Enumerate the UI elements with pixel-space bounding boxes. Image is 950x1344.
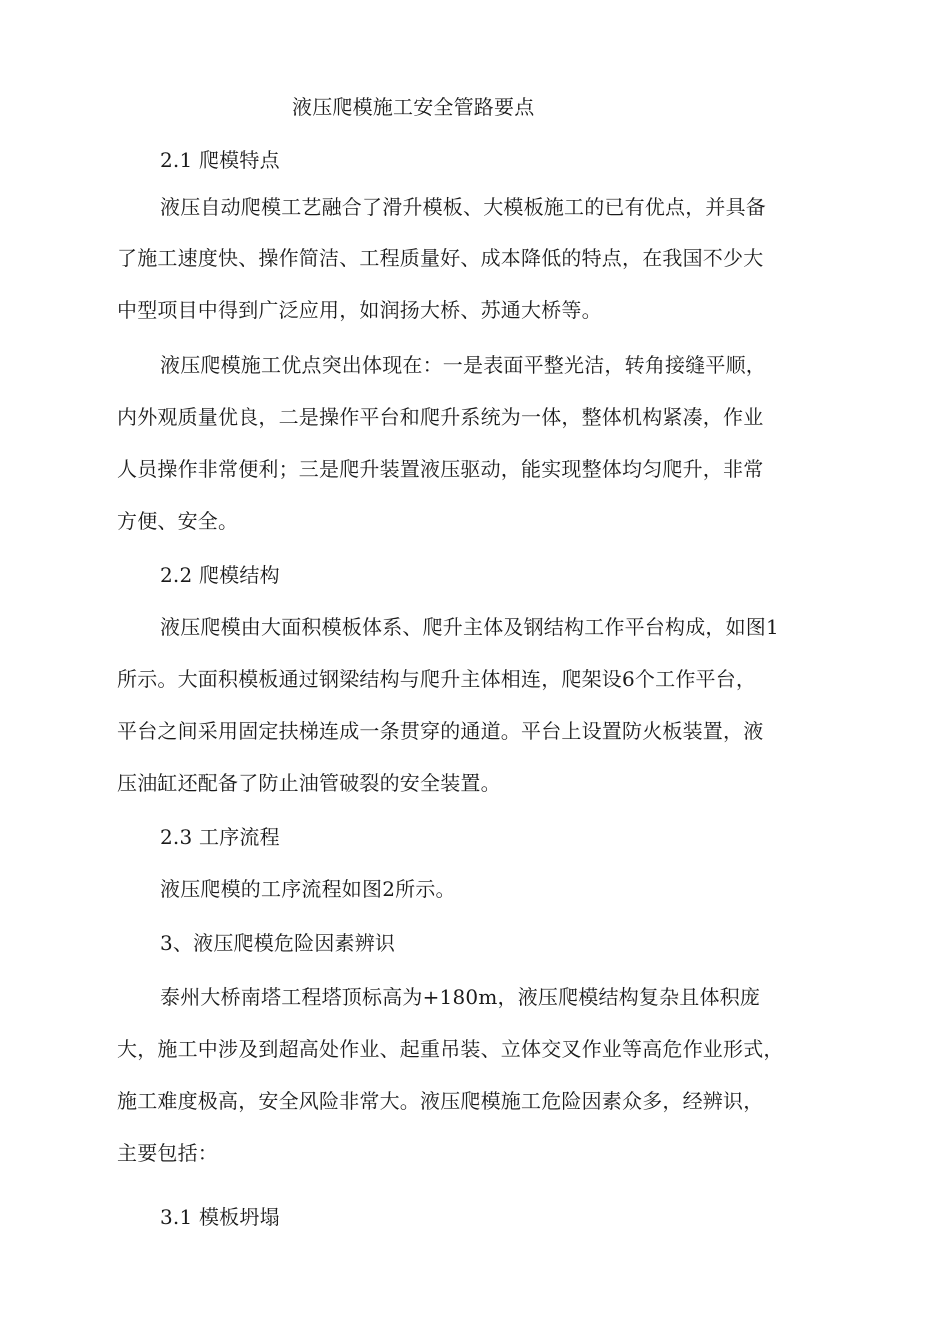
document-title: 液压爬模施工安全管路要点 bbox=[292, 95, 535, 119]
paragraph-line: 液压爬模由大面积模板体系、爬升主体及钢结构工作平台构成，如图1 bbox=[160, 615, 779, 639]
paragraph-line: 施工难度极高，安全风险非常大。液压爬模施工危险因素众多，经辨识， bbox=[117, 1089, 764, 1113]
paragraph-line: 中型项目中得到广泛应用，如润扬大桥、苏通大桥等。 bbox=[117, 298, 602, 322]
section-heading: 2.1 爬模特点 bbox=[160, 148, 280, 172]
paragraph-line: 液压自动爬模工艺融合了滑升模板、大模板施工的已有优点，并具备 bbox=[160, 195, 766, 219]
paragraph-line: 压油缸还配备了防止油管破裂的安全装置。 bbox=[117, 771, 501, 795]
section-heading: 2.2 爬模结构 bbox=[160, 563, 280, 587]
paragraph-line: 平台之间采用固定扶梯连成一条贯穿的通道。平台上设置防火板装置，液 bbox=[117, 719, 764, 743]
paragraph-line: 主要包括： bbox=[117, 1141, 218, 1165]
paragraph-line: 内外观质量优良，二是操作平台和爬升系统为一体，整体机构紧凑，作业 bbox=[117, 405, 764, 429]
section-heading: 2.3 工序流程 bbox=[160, 825, 280, 849]
paragraph-line: 方便、安全。 bbox=[117, 509, 239, 533]
paragraph-line: 人员操作非常便利；三是爬升装置液压驱动，能实现整体均匀爬升，非常 bbox=[117, 457, 764, 481]
paragraph-line: 所示。大面积模板通过钢梁结构与爬升主体相连，爬架设6个工作平台， bbox=[117, 667, 757, 691]
section-heading: 3、液压爬模危险因素辨识 bbox=[160, 931, 396, 955]
paragraph-line: 液压爬模施工优点突出体现在：一是表面平整光洁，转角接缝平顺， bbox=[160, 353, 766, 377]
paragraph-line: 大，施工中涉及到超高处作业、起重吊装、立体交叉作业等高危作业形式， bbox=[117, 1037, 784, 1061]
paragraph-line: 了施工速度快、操作简洁、工程质量好、成本降低的特点，在我国不少大 bbox=[117, 246, 764, 270]
section-heading: 3.1 模板坍塌 bbox=[160, 1205, 280, 1229]
paragraph-line: 泰州大桥南塔工程塔顶标高为+180m，液压爬模结构复杂且体积庞 bbox=[160, 985, 761, 1009]
paragraph-line: 液压爬模的工序流程如图2所示。 bbox=[160, 877, 456, 901]
